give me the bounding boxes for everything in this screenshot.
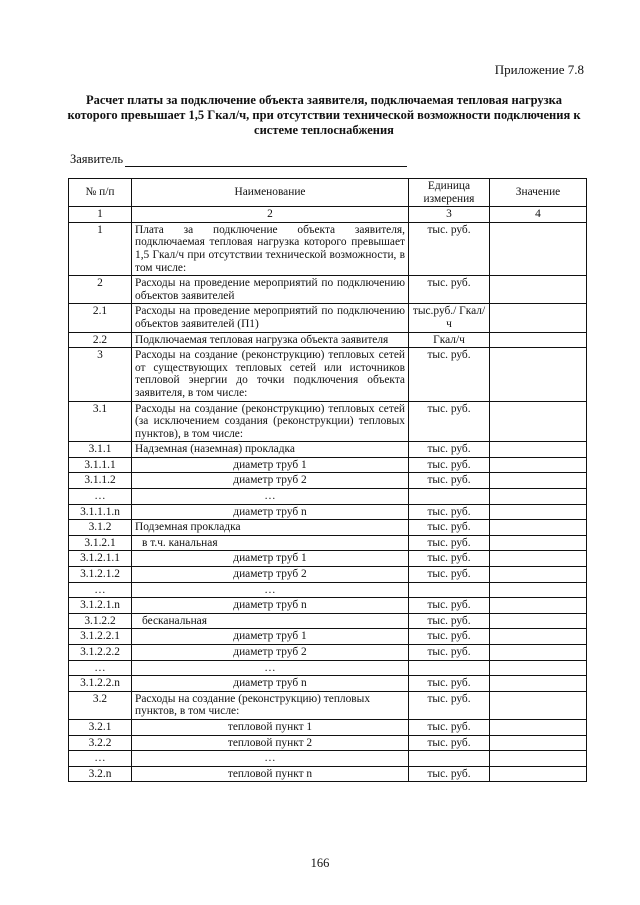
row-name: Надземная (наземная) прокладка <box>132 442 409 458</box>
row-number: 3.1.2.2.1 <box>69 629 132 645</box>
row-name: … <box>132 751 409 767</box>
row-name: диаметр труб n <box>132 504 409 520</box>
table-row <box>69 276 587 304</box>
page-number: 166 <box>310 856 330 870</box>
row-name: Плата за подключение объекта заявителя, подключаемая тепловая нагрузка которого превышает 1,5 Гкал/ч при отсутствии технической возможности, в том числе: <box>132 222 409 275</box>
row-number: 3 <box>69 348 132 401</box>
row-unit <box>409 582 490 598</box>
row-value <box>490 457 587 473</box>
table-row <box>69 598 587 614</box>
row-name: диаметр труб 1 <box>132 457 409 473</box>
table-row <box>69 504 587 520</box>
row-number: 3.1.1.2 <box>69 473 132 489</box>
row-unit <box>409 489 490 505</box>
applicant-label: Заявитель <box>70 152 124 166</box>
row-name: Расходы на проведение мероприятий по подключению объектов заявителей <box>132 276 409 304</box>
row-value <box>490 676 587 692</box>
row-unit: тыс. руб. <box>409 766 490 782</box>
row-unit: тыс. руб. <box>409 645 490 661</box>
row-value <box>490 645 587 661</box>
table-row <box>69 691 587 719</box>
row-name: … <box>132 489 409 505</box>
row-number: 3.1.2 <box>69 520 132 536</box>
row-number: … <box>69 751 132 767</box>
table-row <box>69 489 587 505</box>
table-row <box>69 735 587 751</box>
row-name: диаметр труб n <box>132 598 409 614</box>
row-value <box>490 598 587 614</box>
header-value: Значение <box>490 179 587 207</box>
row-value <box>490 332 587 348</box>
row-name: Подключаемая тепловая нагрузка объекта заявителя <box>132 332 409 348</box>
row-value <box>490 222 587 275</box>
row-name: Расходы на создание (реконструкцию) тепловых пунктов, в том числе: <box>132 691 409 719</box>
row-unit: тыс. руб. <box>409 535 490 551</box>
row-number: 3.1.2.2 <box>69 613 132 629</box>
row-number: 3.1.2.1.2 <box>69 567 132 583</box>
row-unit: тыс. руб. <box>409 691 490 719</box>
row-value <box>490 613 587 629</box>
row-value <box>490 504 587 520</box>
row-value <box>490 401 587 442</box>
row-number: 3.2.n <box>69 766 132 782</box>
calculation-table <box>68 178 587 782</box>
row-number: 3.2.2 <box>69 735 132 751</box>
row-value <box>490 719 587 735</box>
row-name: диаметр труб 1 <box>132 551 409 567</box>
appendix-label: Приложение 7.8 <box>494 62 584 77</box>
applicant-field <box>70 152 407 167</box>
row-number: … <box>69 660 132 676</box>
table-row <box>69 660 587 676</box>
table-row <box>69 676 587 692</box>
row-unit: Гкал/ч <box>409 332 490 348</box>
row-unit <box>409 751 490 767</box>
row-value <box>490 489 587 505</box>
table-row <box>69 613 587 629</box>
row-value <box>490 535 587 551</box>
row-value <box>490 766 587 782</box>
table-row <box>69 401 587 442</box>
table-row <box>69 473 587 489</box>
row-unit: тыс. руб. <box>409 551 490 567</box>
row-number: 1 <box>69 222 132 275</box>
row-number: 3.1.1.1.n <box>69 504 132 520</box>
row-name: бесканальная <box>132 613 409 629</box>
column-number: 3 <box>409 207 490 223</box>
row-unit: тыс. руб. <box>409 613 490 629</box>
row-name: диаметр труб 2 <box>132 567 409 583</box>
table-row <box>69 645 587 661</box>
row-name: Расходы на проведение мероприятий по подключению объектов заявителей (П1) <box>132 304 409 332</box>
table-row <box>69 719 587 735</box>
row-name: в т.ч. канальная <box>132 535 409 551</box>
row-name: диаметр труб 2 <box>132 473 409 489</box>
row-number: 3.1.2.1 <box>69 535 132 551</box>
row-name: тепловой пункт 2 <box>132 735 409 751</box>
row-value <box>490 520 587 536</box>
row-number: 3.1.2.1.1 <box>69 551 132 567</box>
row-unit: тыс. руб. <box>409 473 490 489</box>
table-row <box>69 567 587 583</box>
row-name: диаметр труб 2 <box>132 645 409 661</box>
table-row <box>69 551 587 567</box>
row-unit: тыс. руб. <box>409 567 490 583</box>
row-number: 2 <box>69 276 132 304</box>
row-number: 3.1.2.2.2 <box>69 645 132 661</box>
row-name: тепловой пункт n <box>132 766 409 782</box>
row-value <box>490 582 587 598</box>
row-unit: тыс. руб. <box>409 442 490 458</box>
column-number: 1 <box>69 207 132 223</box>
row-value <box>490 551 587 567</box>
row-name: … <box>132 660 409 676</box>
row-value <box>490 660 587 676</box>
row-name: тепловой пункт 1 <box>132 719 409 735</box>
header-number: № п/п <box>69 179 132 207</box>
row-name: диаметр труб 1 <box>132 629 409 645</box>
table-row <box>69 442 587 458</box>
row-name: … <box>132 582 409 598</box>
table-row <box>69 751 587 767</box>
row-number: 3.2.1 <box>69 719 132 735</box>
row-unit: тыс. руб. <box>409 401 490 442</box>
table-row <box>69 766 587 782</box>
column-number: 2 <box>132 207 409 223</box>
header-name: Наименование <box>132 179 409 207</box>
row-unit: тыс. руб. <box>409 504 490 520</box>
row-unit: тыс. руб. <box>409 348 490 401</box>
row-unit: тыс.руб./ Гкал/ч <box>409 304 490 332</box>
table-row <box>69 520 587 536</box>
row-number: 3.1.2.2.n <box>69 676 132 692</box>
row-number: 2.2 <box>69 332 132 348</box>
row-unit: тыс. руб. <box>409 676 490 692</box>
row-value <box>490 751 587 767</box>
row-unit: тыс. руб. <box>409 276 490 304</box>
row-value <box>490 567 587 583</box>
row-value <box>490 442 587 458</box>
applicant-blank-line <box>125 154 407 167</box>
row-unit: тыс. руб. <box>409 735 490 751</box>
row-unit: тыс. руб. <box>409 629 490 645</box>
row-unit: тыс. руб. <box>409 457 490 473</box>
table-row <box>69 582 587 598</box>
table-row <box>69 348 587 401</box>
row-unit: тыс. руб. <box>409 719 490 735</box>
row-name: Подземная прокладка <box>132 520 409 536</box>
header-unit: Единица измерения <box>409 179 490 207</box>
row-value <box>490 629 587 645</box>
table-row <box>69 332 587 348</box>
row-number: … <box>69 582 132 598</box>
table-row <box>69 304 587 332</box>
row-unit <box>409 660 490 676</box>
row-value <box>490 691 587 719</box>
row-number: 3.1 <box>69 401 132 442</box>
row-value <box>490 304 587 332</box>
row-number: 3.1.1.1 <box>69 457 132 473</box>
row-value <box>490 348 587 401</box>
row-unit: тыс. руб. <box>409 222 490 275</box>
table-row <box>69 629 587 645</box>
document-title: Расчет платы за подключение объекта заявителя, подключаемая тепловая нагрузка которого превышает 1,5 Гкал/ч, при отсутствии технической возможности подключения к системе теплоснабжения <box>67 93 581 137</box>
column-number: 4 <box>490 207 587 223</box>
table-row <box>69 535 587 551</box>
row-name: диаметр труб n <box>132 676 409 692</box>
table-header-row <box>69 179 587 207</box>
column-numbers-row <box>69 207 587 223</box>
row-number: 2.1 <box>69 304 132 332</box>
row-value <box>490 473 587 489</box>
table-row <box>69 457 587 473</box>
table-row <box>69 222 587 275</box>
row-number: 3.2 <box>69 691 132 719</box>
row-number: 3.1.1 <box>69 442 132 458</box>
row-value <box>490 735 587 751</box>
row-number: … <box>69 489 132 505</box>
row-number: 3.1.2.1.n <box>69 598 132 614</box>
row-name: Расходы на создание (реконструкцию) тепловых сетей (за исключением создания (реконструкции) тепловых пунктов), в том числе: <box>132 401 409 442</box>
row-name: Расходы на создание (реконструкцию) тепловых сетей от существующих тепловых сетей или источников тепловой энергии до точки подключения объекта заявителя, в том числе: <box>132 348 409 401</box>
row-value <box>490 276 587 304</box>
row-unit: тыс. руб. <box>409 520 490 536</box>
row-unit: тыс. руб. <box>409 598 490 614</box>
